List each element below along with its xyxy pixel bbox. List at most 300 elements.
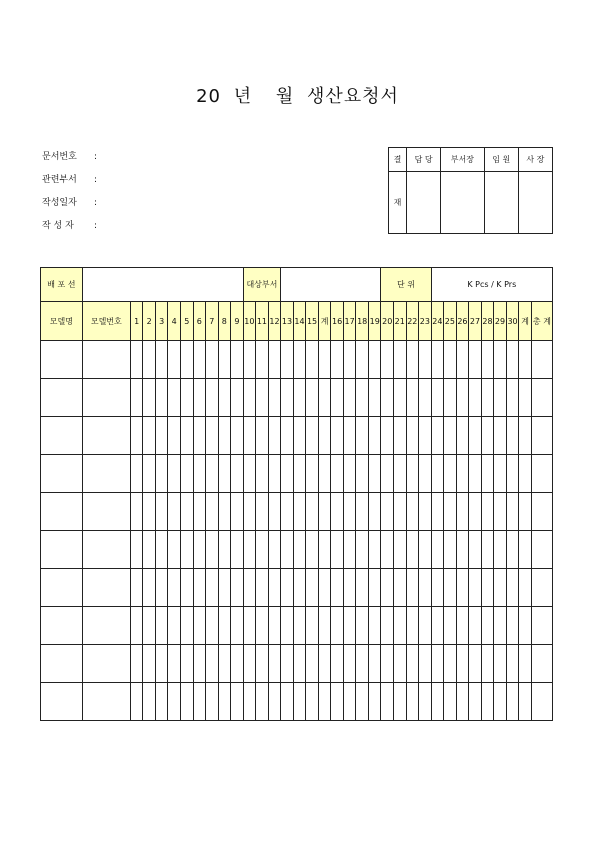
grid-cell[interactable] <box>406 531 419 569</box>
grid-cell[interactable] <box>231 341 244 379</box>
grid-cell[interactable] <box>381 607 394 645</box>
grid-cell[interactable] <box>256 645 269 683</box>
grid-cell[interactable] <box>318 569 331 607</box>
grid-cell[interactable] <box>343 645 356 683</box>
grid-cell[interactable] <box>155 341 168 379</box>
grid-cell[interactable] <box>130 341 143 379</box>
grid-cell[interactable] <box>444 493 457 531</box>
grid-cell[interactable] <box>155 493 168 531</box>
grid-cell[interactable] <box>193 569 206 607</box>
grid-cell[interactable] <box>356 379 369 417</box>
grid-cell[interactable] <box>82 569 130 607</box>
grid-cell[interactable] <box>368 645 381 683</box>
grid-cell[interactable] <box>155 455 168 493</box>
grid-cell[interactable] <box>331 455 344 493</box>
grid-cell[interactable] <box>444 417 457 455</box>
grid-cell[interactable] <box>431 683 444 721</box>
grid-cell[interactable] <box>193 379 206 417</box>
grid-cell[interactable] <box>168 531 181 569</box>
grid-cell[interactable] <box>456 683 469 721</box>
grid-cell[interactable] <box>180 341 193 379</box>
grid-cell[interactable] <box>293 683 306 721</box>
grid-cell[interactable] <box>531 569 552 607</box>
grid-cell[interactable] <box>218 455 231 493</box>
grid-cell[interactable] <box>143 341 156 379</box>
grid-cell[interactable] <box>331 341 344 379</box>
grid-cell[interactable] <box>394 493 407 531</box>
grid-cell[interactable] <box>419 455 432 493</box>
grid-cell[interactable] <box>168 379 181 417</box>
grid-cell[interactable] <box>281 683 294 721</box>
grid-cell[interactable] <box>155 417 168 455</box>
grid-cell[interactable] <box>231 531 244 569</box>
grid-cell[interactable] <box>494 683 507 721</box>
grid-cell[interactable] <box>218 645 231 683</box>
grid-cell[interactable] <box>41 341 83 379</box>
grid-cell[interactable] <box>519 683 532 721</box>
grid-cell[interactable] <box>356 493 369 531</box>
grid-cell[interactable] <box>193 683 206 721</box>
grid-cell[interactable] <box>293 417 306 455</box>
grid-cell[interactable] <box>256 455 269 493</box>
grid-cell[interactable] <box>168 341 181 379</box>
grid-cell[interactable] <box>519 379 532 417</box>
grid-cell[interactable] <box>506 493 519 531</box>
grid-cell[interactable] <box>356 531 369 569</box>
grid-cell[interactable] <box>506 607 519 645</box>
grid-cell[interactable] <box>155 379 168 417</box>
grid-cell[interactable] <box>193 341 206 379</box>
grid-cell[interactable] <box>143 417 156 455</box>
grid-cell[interactable] <box>469 493 482 531</box>
grid-cell[interactable] <box>256 683 269 721</box>
grid-cell[interactable] <box>406 379 419 417</box>
grid-cell[interactable] <box>368 417 381 455</box>
grid-cell[interactable] <box>243 531 256 569</box>
grid-cell[interactable] <box>268 341 281 379</box>
grid-cell[interactable] <box>331 569 344 607</box>
grid-cell[interactable] <box>231 645 244 683</box>
grid-cell[interactable] <box>268 569 281 607</box>
grid-cell[interactable] <box>444 455 457 493</box>
grid-cell[interactable] <box>243 493 256 531</box>
grid-cell[interactable] <box>318 379 331 417</box>
grid-cell[interactable] <box>155 531 168 569</box>
grid-cell[interactable] <box>343 531 356 569</box>
grid-cell[interactable] <box>268 455 281 493</box>
grid-cell[interactable] <box>356 607 369 645</box>
grid-cell[interactable] <box>243 417 256 455</box>
grid-cell[interactable] <box>456 379 469 417</box>
grid-cell[interactable] <box>143 455 156 493</box>
grid-cell[interactable] <box>506 341 519 379</box>
grid-cell[interactable] <box>456 607 469 645</box>
grid-cell[interactable] <box>394 683 407 721</box>
grid-cell[interactable] <box>193 607 206 645</box>
grid-cell[interactable] <box>469 683 482 721</box>
grid-cell[interactable] <box>193 455 206 493</box>
grid-cell[interactable] <box>356 683 369 721</box>
grid-cell[interactable] <box>456 645 469 683</box>
approval-sign-cell[interactable] <box>441 172 484 234</box>
grid-cell[interactable] <box>41 531 83 569</box>
grid-cell[interactable] <box>343 417 356 455</box>
grid-cell[interactable] <box>368 607 381 645</box>
grid-cell[interactable] <box>306 645 319 683</box>
grid-cell[interactable] <box>368 569 381 607</box>
grid-cell[interactable] <box>481 379 494 417</box>
grid-cell[interactable] <box>531 417 552 455</box>
grid-cell[interactable] <box>155 607 168 645</box>
grid-cell[interactable] <box>506 417 519 455</box>
grid-cell[interactable] <box>180 569 193 607</box>
grid-cell[interactable] <box>519 645 532 683</box>
grid-cell[interactable] <box>519 569 532 607</box>
grid-cell[interactable] <box>256 493 269 531</box>
grid-cell[interactable] <box>180 417 193 455</box>
grid-cell[interactable] <box>143 379 156 417</box>
grid-cell[interactable] <box>243 455 256 493</box>
grid-cell[interactable] <box>494 607 507 645</box>
grid-cell[interactable] <box>406 417 419 455</box>
grid-cell[interactable] <box>394 645 407 683</box>
grid-cell[interactable] <box>394 417 407 455</box>
grid-cell[interactable] <box>481 683 494 721</box>
grid-cell[interactable] <box>368 379 381 417</box>
grid-cell[interactable] <box>206 683 219 721</box>
grid-cell[interactable] <box>381 645 394 683</box>
grid-cell[interactable] <box>155 645 168 683</box>
grid-cell[interactable] <box>469 569 482 607</box>
grid-cell[interactable] <box>343 341 356 379</box>
grid-cell[interactable] <box>431 493 444 531</box>
grid-cell[interactable] <box>82 417 130 455</box>
grid-cell[interactable] <box>419 645 432 683</box>
grid-cell[interactable] <box>394 531 407 569</box>
grid-cell[interactable] <box>519 455 532 493</box>
grid-cell[interactable] <box>494 455 507 493</box>
grid-cell[interactable] <box>268 607 281 645</box>
grid-cell[interactable] <box>381 341 394 379</box>
grid-cell[interactable] <box>281 455 294 493</box>
grid-cell[interactable] <box>394 341 407 379</box>
grid-cell[interactable] <box>243 645 256 683</box>
grid-cell[interactable] <box>531 683 552 721</box>
grid-cell[interactable] <box>218 607 231 645</box>
grid-cell[interactable] <box>481 531 494 569</box>
grid-cell[interactable] <box>444 531 457 569</box>
grid-cell[interactable] <box>431 341 444 379</box>
grid-cell[interactable] <box>531 379 552 417</box>
grid-cell[interactable] <box>206 531 219 569</box>
grid-cell[interactable] <box>143 645 156 683</box>
grid-cell[interactable] <box>531 455 552 493</box>
grid-cell[interactable] <box>218 493 231 531</box>
grid-cell[interactable] <box>180 683 193 721</box>
grid-cell[interactable] <box>293 455 306 493</box>
grid-cell[interactable] <box>206 455 219 493</box>
grid-cell[interactable] <box>419 683 432 721</box>
grid-cell[interactable] <box>41 569 83 607</box>
grid-cell[interactable] <box>231 493 244 531</box>
grid-cell[interactable] <box>268 493 281 531</box>
grid-cell[interactable] <box>381 569 394 607</box>
grid-cell[interactable] <box>431 645 444 683</box>
grid-cell[interactable] <box>231 379 244 417</box>
grid-cell[interactable] <box>456 341 469 379</box>
grid-cell[interactable] <box>531 645 552 683</box>
grid-cell[interactable] <box>306 531 319 569</box>
grid-cell[interactable] <box>381 493 394 531</box>
grid-cell[interactable] <box>381 683 394 721</box>
grid-cell[interactable] <box>243 683 256 721</box>
grid-cell[interactable] <box>406 607 419 645</box>
grid-cell[interactable] <box>481 569 494 607</box>
grid-cell[interactable] <box>331 379 344 417</box>
grid-cell[interactable] <box>343 569 356 607</box>
grid-cell[interactable] <box>331 493 344 531</box>
grid-cell[interactable] <box>82 683 130 721</box>
grid-cell[interactable] <box>368 493 381 531</box>
grid-cell[interactable] <box>168 607 181 645</box>
grid-cell[interactable] <box>168 417 181 455</box>
grid-cell[interactable] <box>406 569 419 607</box>
grid-cell[interactable] <box>268 683 281 721</box>
grid-cell[interactable] <box>519 341 532 379</box>
grid-cell[interactable] <box>431 607 444 645</box>
grid-cell[interactable] <box>444 341 457 379</box>
grid-cell[interactable] <box>143 531 156 569</box>
grid-cell[interactable] <box>281 607 294 645</box>
grid-cell[interactable] <box>168 493 181 531</box>
grid-cell[interactable] <box>281 379 294 417</box>
grid-cell[interactable] <box>331 607 344 645</box>
grid-cell[interactable] <box>494 341 507 379</box>
grid-cell[interactable] <box>193 645 206 683</box>
grid-cell[interactable] <box>281 645 294 683</box>
grid-cell[interactable] <box>143 493 156 531</box>
grid-cell[interactable] <box>180 645 193 683</box>
grid-cell[interactable] <box>506 645 519 683</box>
grid-cell[interactable] <box>268 645 281 683</box>
grid-cell[interactable] <box>331 417 344 455</box>
grid-cell[interactable] <box>293 493 306 531</box>
grid-cell[interactable] <box>356 645 369 683</box>
grid-cell[interactable] <box>368 341 381 379</box>
grid-cell[interactable] <box>469 455 482 493</box>
grid-cell[interactable] <box>243 607 256 645</box>
grid-cell[interactable] <box>331 645 344 683</box>
grid-cell[interactable] <box>168 645 181 683</box>
grid-cell[interactable] <box>306 417 319 455</box>
grid-cell[interactable] <box>469 607 482 645</box>
grid-cell[interactable] <box>268 417 281 455</box>
grid-cell[interactable] <box>256 341 269 379</box>
grid-cell[interactable] <box>431 531 444 569</box>
grid-cell[interactable] <box>318 531 331 569</box>
grid-cell[interactable] <box>431 455 444 493</box>
target-dept-field[interactable] <box>281 268 381 302</box>
grid-cell[interactable] <box>419 569 432 607</box>
grid-cell[interactable] <box>318 455 331 493</box>
grid-cell[interactable] <box>356 417 369 455</box>
grid-cell[interactable] <box>306 683 319 721</box>
grid-cell[interactable] <box>218 379 231 417</box>
grid-cell[interactable] <box>456 569 469 607</box>
grid-cell[interactable] <box>519 607 532 645</box>
grid-cell[interactable] <box>356 569 369 607</box>
grid-cell[interactable] <box>481 341 494 379</box>
grid-cell[interactable] <box>243 341 256 379</box>
grid-cell[interactable] <box>218 569 231 607</box>
grid-cell[interactable] <box>281 569 294 607</box>
grid-cell[interactable] <box>130 569 143 607</box>
grid-cell[interactable] <box>456 531 469 569</box>
grid-cell[interactable] <box>368 531 381 569</box>
grid-cell[interactable] <box>281 493 294 531</box>
grid-cell[interactable] <box>469 531 482 569</box>
grid-cell[interactable] <box>494 645 507 683</box>
grid-cell[interactable] <box>306 455 319 493</box>
grid-cell[interactable] <box>494 379 507 417</box>
grid-cell[interactable] <box>519 531 532 569</box>
grid-cell[interactable] <box>306 607 319 645</box>
grid-cell[interactable] <box>431 569 444 607</box>
grid-cell[interactable] <box>394 569 407 607</box>
grid-cell[interactable] <box>180 607 193 645</box>
grid-cell[interactable] <box>444 645 457 683</box>
approval-sign-cell[interactable] <box>484 172 518 234</box>
grid-cell[interactable] <box>318 683 331 721</box>
grid-cell[interactable] <box>506 379 519 417</box>
grid-cell[interactable] <box>331 531 344 569</box>
grid-cell[interactable] <box>268 379 281 417</box>
grid-cell[interactable] <box>318 607 331 645</box>
grid-cell[interactable] <box>481 645 494 683</box>
grid-cell[interactable] <box>243 379 256 417</box>
grid-cell[interactable] <box>494 493 507 531</box>
grid-cell[interactable] <box>143 683 156 721</box>
grid-cell[interactable] <box>281 417 294 455</box>
grid-cell[interactable] <box>406 455 419 493</box>
grid-cell[interactable] <box>394 607 407 645</box>
grid-cell[interactable] <box>494 531 507 569</box>
grid-cell[interactable] <box>41 379 83 417</box>
grid-cell[interactable] <box>218 531 231 569</box>
grid-cell[interactable] <box>256 379 269 417</box>
grid-cell[interactable] <box>494 569 507 607</box>
grid-cell[interactable] <box>331 683 344 721</box>
grid-cell[interactable] <box>431 417 444 455</box>
grid-cell[interactable] <box>419 379 432 417</box>
grid-cell[interactable] <box>231 569 244 607</box>
grid-cell[interactable] <box>531 531 552 569</box>
grid-cell[interactable] <box>481 607 494 645</box>
grid-cell[interactable] <box>155 683 168 721</box>
grid-cell[interactable] <box>82 493 130 531</box>
grid-cell[interactable] <box>256 607 269 645</box>
grid-cell[interactable] <box>130 493 143 531</box>
grid-cell[interactable] <box>419 493 432 531</box>
grid-cell[interactable] <box>306 341 319 379</box>
grid-cell[interactable] <box>431 379 444 417</box>
grid-cell[interactable] <box>256 531 269 569</box>
grid-cell[interactable] <box>293 341 306 379</box>
grid-cell[interactable] <box>206 417 219 455</box>
grid-cell[interactable] <box>256 569 269 607</box>
grid-cell[interactable] <box>494 417 507 455</box>
grid-cell[interactable] <box>381 379 394 417</box>
grid-cell[interactable] <box>82 531 130 569</box>
grid-cell[interactable] <box>130 683 143 721</box>
grid-cell[interactable] <box>268 531 281 569</box>
grid-cell[interactable] <box>519 417 532 455</box>
grid-cell[interactable] <box>531 607 552 645</box>
grid-cell[interactable] <box>343 493 356 531</box>
grid-cell[interactable] <box>256 417 269 455</box>
grid-cell[interactable] <box>130 645 143 683</box>
grid-cell[interactable] <box>206 493 219 531</box>
grid-cell[interactable] <box>506 683 519 721</box>
grid-cell[interactable] <box>193 493 206 531</box>
grid-cell[interactable] <box>368 683 381 721</box>
grid-cell[interactable] <box>293 569 306 607</box>
grid-cell[interactable] <box>306 569 319 607</box>
grid-cell[interactable] <box>168 569 181 607</box>
grid-cell[interactable] <box>356 341 369 379</box>
grid-cell[interactable] <box>130 455 143 493</box>
grid-cell[interactable] <box>143 607 156 645</box>
grid-cell[interactable] <box>419 341 432 379</box>
grid-cell[interactable] <box>343 607 356 645</box>
grid-cell[interactable] <box>293 531 306 569</box>
grid-cell[interactable] <box>469 645 482 683</box>
grid-cell[interactable] <box>180 455 193 493</box>
distribution-field[interactable] <box>82 268 243 302</box>
grid-cell[interactable] <box>82 645 130 683</box>
grid-cell[interactable] <box>168 683 181 721</box>
grid-cell[interactable] <box>343 379 356 417</box>
grid-cell[interactable] <box>444 683 457 721</box>
grid-cell[interactable] <box>218 683 231 721</box>
approval-sign-cell[interactable] <box>407 172 441 234</box>
approval-sign-cell[interactable] <box>518 172 552 234</box>
grid-cell[interactable] <box>456 493 469 531</box>
grid-cell[interactable] <box>444 607 457 645</box>
grid-cell[interactable] <box>531 493 552 531</box>
grid-cell[interactable] <box>318 493 331 531</box>
grid-cell[interactable] <box>243 569 256 607</box>
grid-cell[interactable] <box>41 607 83 645</box>
grid-cell[interactable] <box>143 569 156 607</box>
grid-cell[interactable] <box>293 645 306 683</box>
grid-cell[interactable] <box>41 683 83 721</box>
grid-cell[interactable] <box>406 341 419 379</box>
grid-cell[interactable] <box>394 455 407 493</box>
grid-cell[interactable] <box>306 493 319 531</box>
grid-cell[interactable] <box>281 341 294 379</box>
grid-cell[interactable] <box>130 379 143 417</box>
grid-cell[interactable] <box>444 569 457 607</box>
grid-cell[interactable] <box>130 417 143 455</box>
grid-cell[interactable] <box>231 455 244 493</box>
grid-cell[interactable] <box>206 645 219 683</box>
grid-cell[interactable] <box>381 455 394 493</box>
grid-cell[interactable] <box>481 493 494 531</box>
grid-cell[interactable] <box>231 607 244 645</box>
grid-cell[interactable] <box>519 493 532 531</box>
grid-cell[interactable] <box>469 379 482 417</box>
